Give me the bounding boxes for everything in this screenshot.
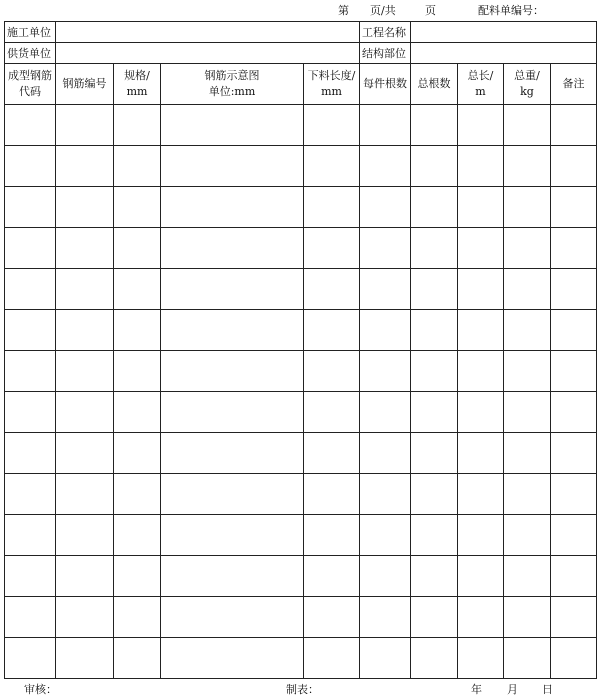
table-cell[interactable] xyxy=(114,638,161,679)
table-row xyxy=(5,269,597,310)
table-cell[interactable] xyxy=(161,228,304,269)
table-cell[interactable] xyxy=(56,556,114,597)
table-cell[interactable] xyxy=(5,474,56,515)
table-cell[interactable] xyxy=(411,351,458,392)
table-cell[interactable] xyxy=(458,269,504,310)
table-cell[interactable] xyxy=(360,187,411,228)
table-row xyxy=(5,474,597,515)
table-cell[interactable] xyxy=(56,146,114,187)
table-cell[interactable] xyxy=(161,310,304,351)
table-cell[interactable] xyxy=(304,556,360,597)
table-cell[interactable] xyxy=(56,597,114,638)
column-header-line: mm xyxy=(321,85,342,98)
table-cell[interactable] xyxy=(504,638,551,679)
table-cell[interactable] xyxy=(56,187,114,228)
table-cell[interactable] xyxy=(114,515,161,556)
table-cell[interactable] xyxy=(411,556,458,597)
table-cell[interactable] xyxy=(161,392,304,433)
table-cell[interactable] xyxy=(114,351,161,392)
column-header-line: 总长/ xyxy=(467,69,494,83)
table-cell[interactable] xyxy=(161,187,304,228)
column-header xyxy=(304,64,360,105)
table-cell[interactable] xyxy=(161,597,304,638)
table-cell[interactable] xyxy=(5,638,56,679)
table-cell[interactable] xyxy=(56,351,114,392)
table-row xyxy=(5,351,597,392)
column-header xyxy=(458,64,504,105)
table-cell[interactable] xyxy=(114,597,161,638)
table-cell[interactable] xyxy=(411,392,458,433)
table-cell[interactable] xyxy=(304,310,360,351)
column-header xyxy=(114,64,161,105)
table-cell[interactable] xyxy=(360,392,411,433)
table-cell[interactable] xyxy=(161,351,304,392)
table-cell[interactable] xyxy=(304,474,360,515)
column-header-line: mm xyxy=(126,85,148,98)
table-cell[interactable] xyxy=(411,310,458,351)
table-cell[interactable] xyxy=(551,105,597,146)
page-di: 第 xyxy=(338,4,349,17)
table-cell[interactable] xyxy=(504,187,551,228)
column-header xyxy=(551,64,597,105)
table-cell[interactable] xyxy=(114,105,161,146)
table-cell[interactable] xyxy=(360,228,411,269)
structure-part-field[interactable] xyxy=(411,43,597,64)
table-cell[interactable] xyxy=(161,269,304,310)
table-cell[interactable] xyxy=(5,515,56,556)
order-number-label: 配料单编号： xyxy=(478,4,544,17)
table-cell[interactable] xyxy=(161,105,304,146)
table-row xyxy=(5,392,597,433)
table-cell[interactable] xyxy=(458,228,504,269)
table-cell[interactable] xyxy=(504,433,551,474)
table-cell[interactable] xyxy=(114,228,161,269)
table-row xyxy=(5,515,597,556)
table-row xyxy=(5,105,597,146)
table-cell[interactable] xyxy=(411,105,458,146)
column-header xyxy=(161,64,304,105)
table-cell[interactable] xyxy=(114,187,161,228)
table-cell[interactable] xyxy=(304,187,360,228)
month-label: 月 xyxy=(507,683,518,696)
table-cell[interactable] xyxy=(5,556,56,597)
table-row xyxy=(5,310,597,351)
table-cell[interactable] xyxy=(411,187,458,228)
table-cell[interactable] xyxy=(304,146,360,187)
table-row xyxy=(5,597,597,638)
table-cell[interactable] xyxy=(304,597,360,638)
table-cell[interactable] xyxy=(161,146,304,187)
column-header xyxy=(360,64,411,105)
table-cell[interactable] xyxy=(56,269,114,310)
table-row xyxy=(5,187,597,228)
table-cell[interactable] xyxy=(5,433,56,474)
table-cell[interactable] xyxy=(304,269,360,310)
construction-unit-label: 施工单位 xyxy=(5,22,56,43)
page-ye: 页 xyxy=(425,4,436,17)
table-cell[interactable] xyxy=(161,638,304,679)
table-cell[interactable] xyxy=(411,146,458,187)
project-name-field[interactable] xyxy=(411,22,597,43)
table-cell[interactable] xyxy=(411,228,458,269)
table-body xyxy=(5,105,597,679)
table-cell[interactable] xyxy=(551,228,597,269)
table-cell[interactable] xyxy=(161,515,304,556)
table-cell[interactable] xyxy=(504,105,551,146)
preparer-label: 制表： xyxy=(286,683,319,696)
column-header-line: 备注 xyxy=(562,77,585,91)
column-header xyxy=(411,64,458,105)
table-cell[interactable] xyxy=(551,638,597,679)
table-cell[interactable] xyxy=(458,515,504,556)
table-cell[interactable] xyxy=(551,556,597,597)
table-cell[interactable] xyxy=(5,228,56,269)
table-cell[interactable] xyxy=(504,556,551,597)
table-cell[interactable] xyxy=(360,269,411,310)
table-cell[interactable] xyxy=(5,146,56,187)
table-cell[interactable] xyxy=(504,351,551,392)
table-cell[interactable] xyxy=(411,638,458,679)
table-cell[interactable] xyxy=(5,187,56,228)
column-header-line: 总重/ xyxy=(514,69,540,83)
column-header-line: 规格/ xyxy=(124,69,150,83)
table-cell[interactable] xyxy=(411,269,458,310)
table-cell[interactable] xyxy=(304,228,360,269)
table-cell[interactable] xyxy=(551,597,597,638)
table-cell[interactable] xyxy=(360,433,411,474)
table-cell[interactable] xyxy=(114,392,161,433)
column-header-line: kg xyxy=(520,85,534,98)
table-row xyxy=(5,433,597,474)
table-cell[interactable] xyxy=(551,146,597,187)
table-cell[interactable] xyxy=(360,146,411,187)
table-cell[interactable] xyxy=(504,392,551,433)
table-cell[interactable] xyxy=(458,105,504,146)
column-header-line: 每件根数 xyxy=(363,77,407,91)
column-header-line: 总根数 xyxy=(417,77,451,91)
table-cell[interactable] xyxy=(56,515,114,556)
table-cell[interactable] xyxy=(458,187,504,228)
table-cell[interactable] xyxy=(5,351,56,392)
table-cell[interactable] xyxy=(551,433,597,474)
table-cell[interactable] xyxy=(304,433,360,474)
year-label: 年 xyxy=(471,683,482,696)
table-cell[interactable] xyxy=(458,433,504,474)
column-header-line: 成型钢筋 xyxy=(8,69,52,83)
table-cell[interactable] xyxy=(161,474,304,515)
table-cell[interactable] xyxy=(56,433,114,474)
table-cell[interactable] xyxy=(114,269,161,310)
table-cell[interactable] xyxy=(5,105,56,146)
table-cell[interactable] xyxy=(411,515,458,556)
table-cell[interactable] xyxy=(504,310,551,351)
column-header-line: 单位:mm xyxy=(208,85,256,98)
table-row xyxy=(5,638,597,679)
table-cell[interactable] xyxy=(304,515,360,556)
table-cell[interactable] xyxy=(56,474,114,515)
table-cell[interactable] xyxy=(458,392,504,433)
table-cell[interactable] xyxy=(5,392,56,433)
table-cell[interactable] xyxy=(411,474,458,515)
table-cell[interactable] xyxy=(411,433,458,474)
table-cell[interactable] xyxy=(504,228,551,269)
table-cell[interactable] xyxy=(304,351,360,392)
table-cell[interactable] xyxy=(504,515,551,556)
table-cell[interactable] xyxy=(360,310,411,351)
table-cell[interactable] xyxy=(551,351,597,392)
table-cell[interactable] xyxy=(458,597,504,638)
table-cell[interactable] xyxy=(114,474,161,515)
table-cell[interactable] xyxy=(5,269,56,310)
table-cell[interactable] xyxy=(114,556,161,597)
table-cell[interactable] xyxy=(304,105,360,146)
page-header xyxy=(0,0,600,20)
column-header-line: m xyxy=(475,85,486,98)
table-cell[interactable] xyxy=(304,392,360,433)
reviewer-label: 审核： xyxy=(24,683,57,696)
table-cell[interactable] xyxy=(458,310,504,351)
table-cell[interactable] xyxy=(504,474,551,515)
table-cell[interactable] xyxy=(114,146,161,187)
column-header-line: 下料长度/ xyxy=(307,69,356,83)
structure-part-label: 结构部位 xyxy=(360,43,411,64)
table-cell[interactable] xyxy=(360,105,411,146)
construction-unit-field[interactable] xyxy=(56,22,360,43)
table-cell[interactable] xyxy=(551,269,597,310)
table-cell[interactable] xyxy=(458,474,504,515)
project-name-label: 工程名称 xyxy=(360,22,411,43)
table-cell[interactable] xyxy=(56,310,114,351)
table-cell[interactable] xyxy=(551,474,597,515)
table-cell[interactable] xyxy=(360,351,411,392)
table-row xyxy=(5,556,597,597)
column-header-row xyxy=(5,64,597,105)
table-cell[interactable] xyxy=(504,146,551,187)
table-cell[interactable] xyxy=(360,556,411,597)
table-cell[interactable] xyxy=(458,146,504,187)
table-cell[interactable] xyxy=(56,105,114,146)
table-cell[interactable] xyxy=(360,597,411,638)
rebar-material-list-table xyxy=(4,21,597,679)
table-cell[interactable] xyxy=(5,310,56,351)
table-cell[interactable] xyxy=(114,433,161,474)
table-cell[interactable] xyxy=(56,228,114,269)
table-cell[interactable] xyxy=(360,515,411,556)
page-ye-gong: 页/共 xyxy=(370,4,396,17)
table-row xyxy=(5,228,597,269)
table-cell[interactable] xyxy=(161,556,304,597)
table-cell[interactable] xyxy=(304,638,360,679)
table-cell[interactable] xyxy=(551,310,597,351)
table-cell[interactable] xyxy=(360,474,411,515)
table-cell[interactable] xyxy=(56,638,114,679)
column-header xyxy=(504,64,551,105)
table-cell[interactable] xyxy=(504,269,551,310)
supplier-field[interactable] xyxy=(56,43,360,64)
table-cell[interactable] xyxy=(360,638,411,679)
table-cell[interactable] xyxy=(551,187,597,228)
table-cell[interactable] xyxy=(458,351,504,392)
table-cell[interactable] xyxy=(458,638,504,679)
table-cell[interactable] xyxy=(411,597,458,638)
table-cell[interactable] xyxy=(551,392,597,433)
column-header-line: 钢筋编号 xyxy=(62,77,107,91)
column-header xyxy=(56,64,114,105)
column-header xyxy=(5,64,56,105)
table-row xyxy=(5,146,597,187)
column-header-line: 代码 xyxy=(19,85,41,98)
column-header-line: 钢筋示意图 xyxy=(204,69,260,83)
table-cell[interactable] xyxy=(161,433,304,474)
table-cell[interactable] xyxy=(56,392,114,433)
day-label: 日 xyxy=(542,683,553,696)
table-cell[interactable] xyxy=(458,556,504,597)
table-cell[interactable] xyxy=(504,597,551,638)
table-cell[interactable] xyxy=(551,515,597,556)
supplier-label: 供货单位 xyxy=(5,43,56,64)
table-cell[interactable] xyxy=(114,310,161,351)
table-cell[interactable] xyxy=(5,597,56,638)
